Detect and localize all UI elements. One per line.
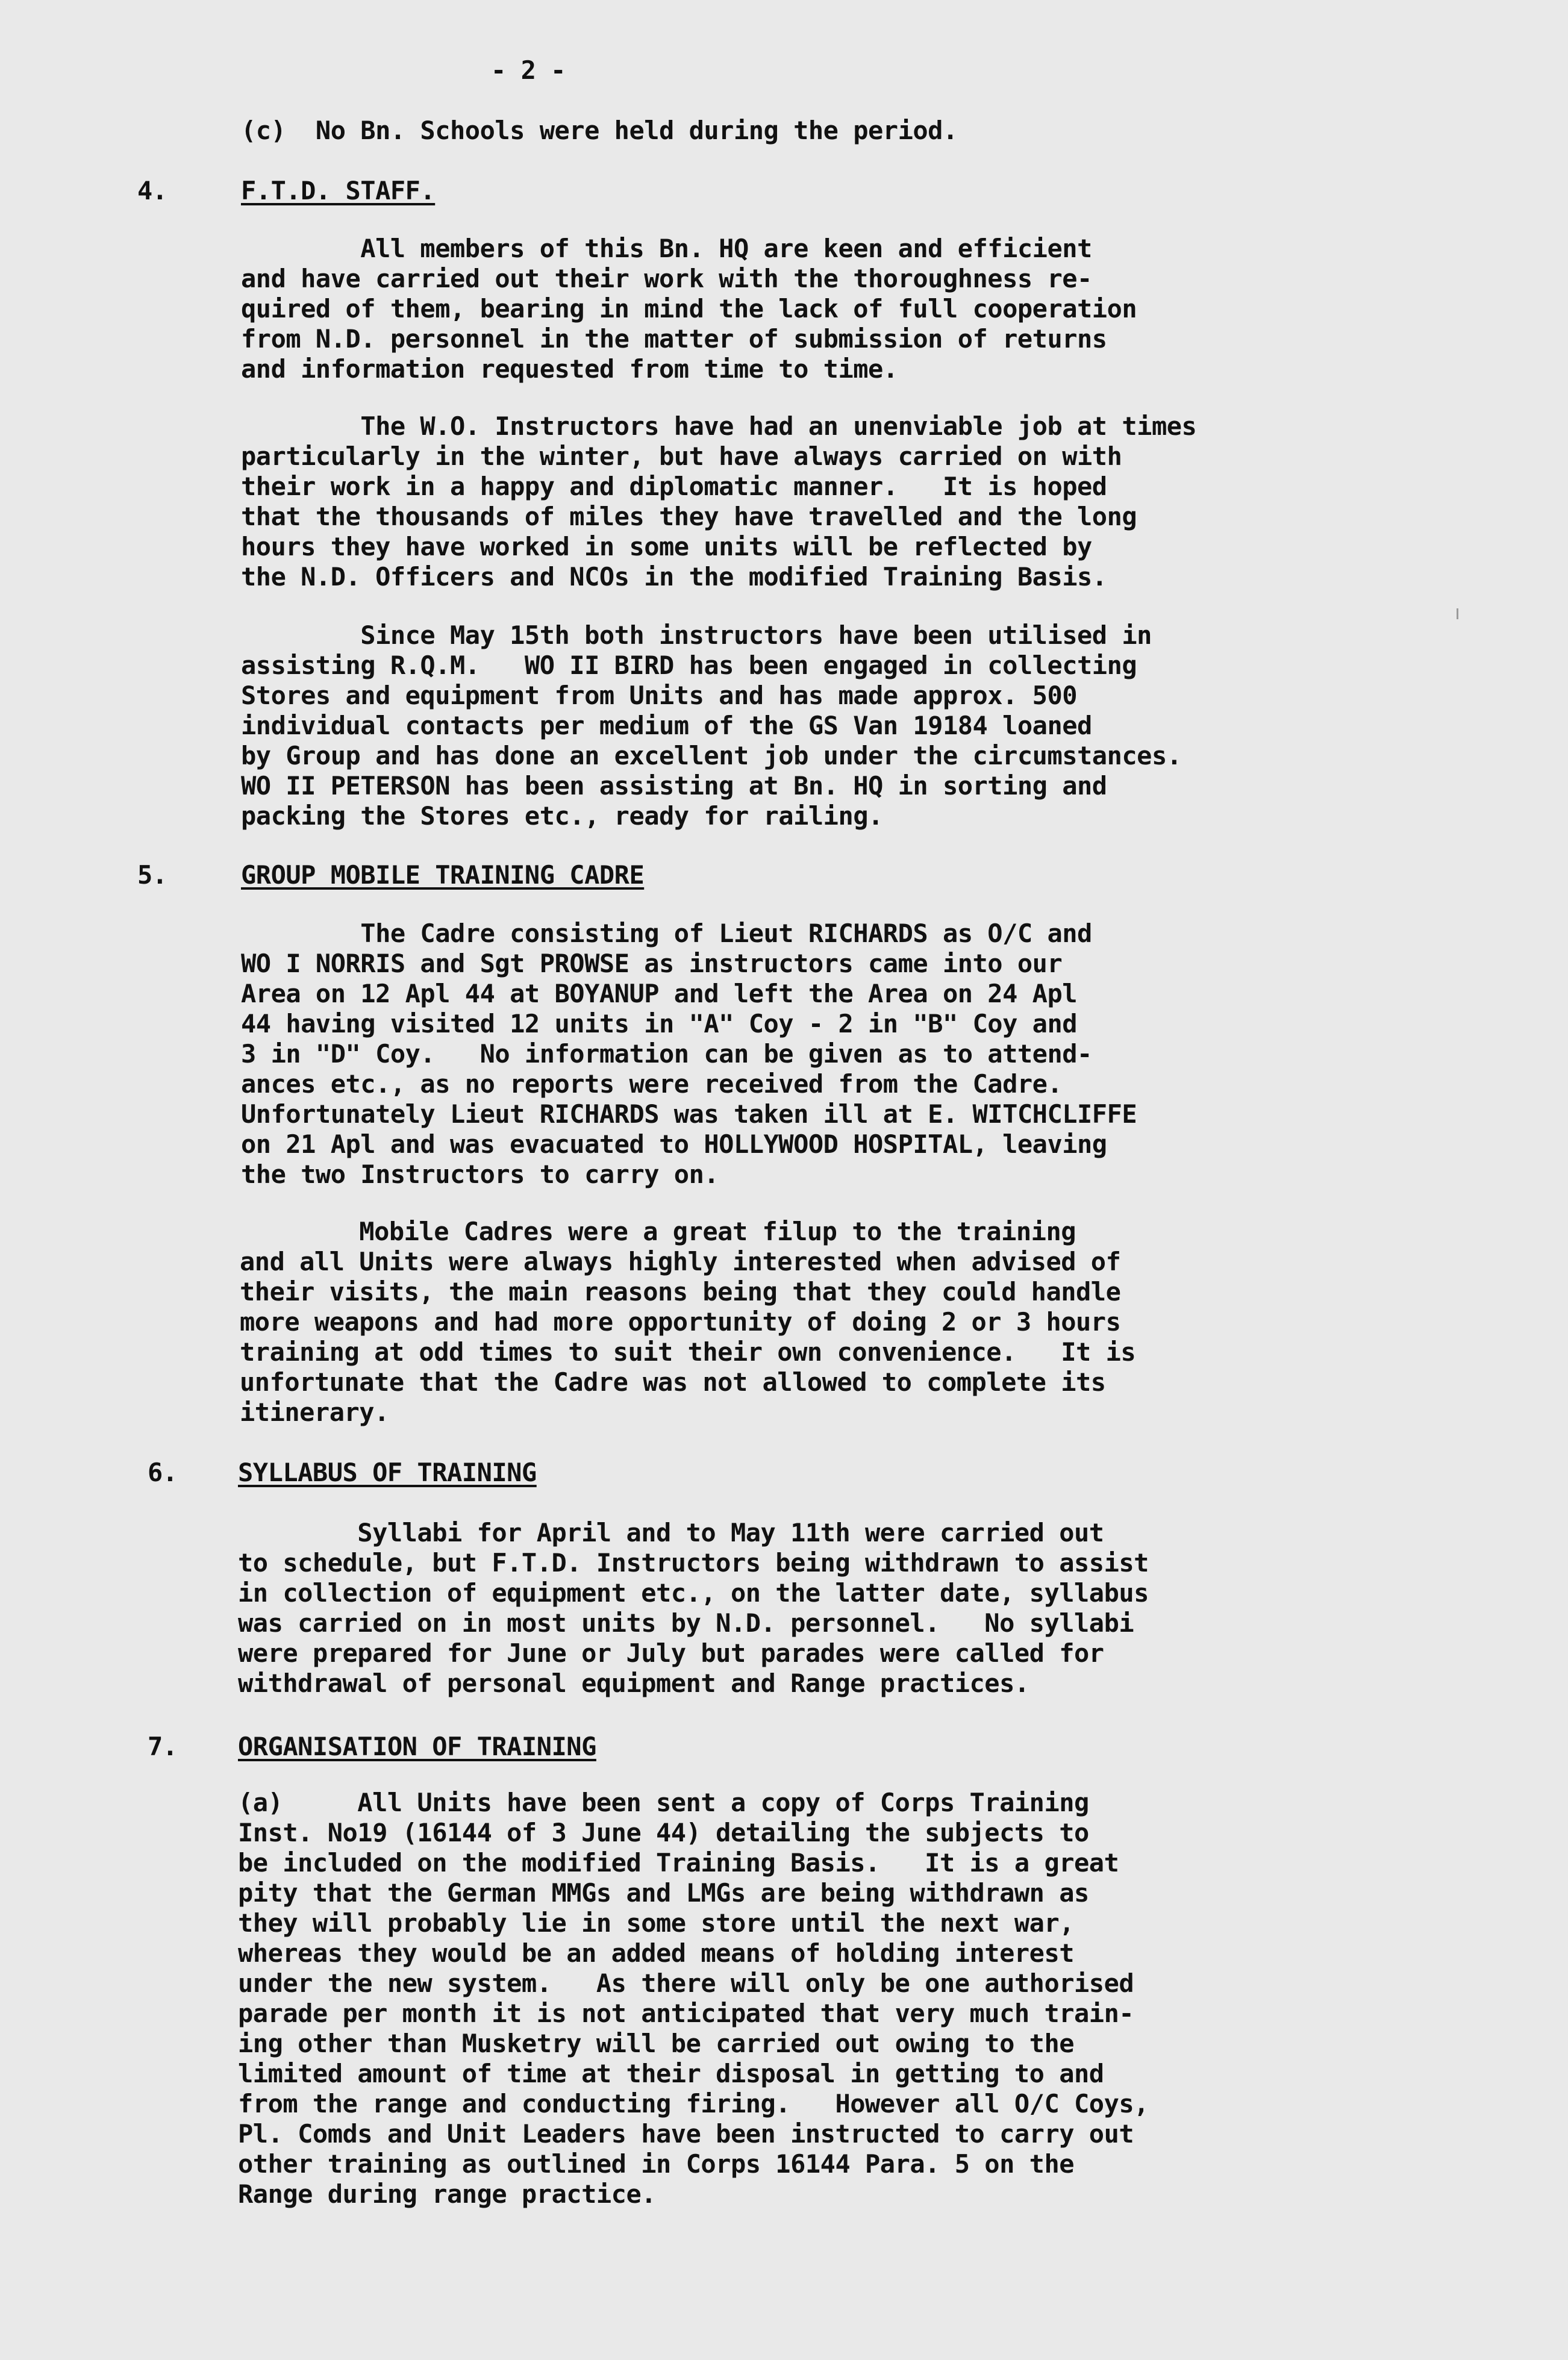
paragraph [241, 234, 1137, 384]
text-line: (a) All Units have been sent a copy of Corps Training [238, 1788, 1089, 1817]
paragraph [238, 1518, 1149, 1699]
text-line: 3 in "D" Coy. No information can be given as to attend- [241, 1039, 1092, 1069]
text-line: they will probably lie in some store until the next war, [238, 1908, 1075, 1938]
text-line: other training as outlined in Corps 16144 Para. 5 on the [238, 2149, 1075, 2179]
text-line: from the range and conducting firing. However all O/C Coys, [238, 2089, 1149, 2118]
section-heading: F.T.D. STAFF. [241, 176, 436, 205]
text-line: Syllabi for April and to May 11th were carried out [238, 1518, 1104, 1547]
text-line: quired of them, bearing in mind the lack of full cooperation [241, 294, 1137, 323]
text-line: and all Units were always highly interested when advised of [240, 1247, 1121, 1276]
text-line: parade per month it is not anticipated that very much train- [238, 1999, 1134, 2028]
paragraph [238, 1788, 1149, 2209]
text-line: were prepared for June or July but parades were called for [238, 1638, 1104, 1668]
text-line: individual contacts per medium of the GS Van 19184 loaned [241, 711, 1092, 740]
section-heading: ORGANISATION OF TRAINING [238, 1732, 596, 1761]
text-line: was carried on in most units by N.D. personnel. No syllabi [238, 1608, 1134, 1638]
text-line: from N.D. personnel in the matter of submission of returns [241, 324, 1107, 354]
text-line: in collection of equipment etc., on the latter date, syllabus [238, 1578, 1149, 1608]
text-line: WO II PETERSON has been assisting at Bn. HQ in sorting and [241, 771, 1107, 801]
paragraph [241, 919, 1137, 1190]
text-line: ances etc., as no reports were received from the Cadre. [241, 1069, 1063, 1099]
text-line: whereas they would be an added means of holding interest [238, 1938, 1075, 1968]
text-line: ing other than Musketry will be carried out owing to the [238, 2029, 1075, 2058]
text-line: training at odd times to suit their own convenience. It is [240, 1337, 1136, 1367]
text-line: their visits, the main reasons being that they could handle [240, 1277, 1121, 1306]
text-line: be included on the modified Training Basis. It is a great [238, 1848, 1119, 1878]
text-line: itinerary. [240, 1397, 389, 1427]
text-line: The W.O. Instructors have had an unenviable job at times [241, 411, 1197, 441]
text-line: assisting R.Q.M. WO II BIRD has been engaged in collecting [241, 651, 1137, 680]
text-line: particularly in the winter, but have always carried on with [241, 442, 1122, 471]
text-line: 44 having visited 12 units in "A" Coy - 2 in "B" Coy and [241, 1009, 1078, 1038]
page-number: - 2 - [491, 55, 566, 85]
text-line: unfortunate that the Cadre was not allowed to complete its [240, 1367, 1106, 1397]
text-line: and information requested from time to time. [241, 354, 898, 384]
text-line: that the thousands of miles they have travelled and the long [241, 502, 1137, 531]
section-number: 6. [148, 1458, 178, 1487]
text-line: limited amount of time at their disposal in getting to and [238, 2059, 1104, 2088]
text-line: their work in a happy and diplomatic manner. It is hoped [241, 472, 1107, 501]
section-number: 4. [137, 176, 167, 205]
text-line: packing the Stores etc., ready for railing. [241, 801, 883, 831]
text-line: under the new system. As there will only be one authorised [238, 1968, 1134, 1998]
text-line: Inst. No19 (16144 of 3 June 44) detailing the subjects to [238, 1818, 1089, 1847]
text-line: and have carried out their work with the thoroughness re- [241, 264, 1092, 293]
intro-line: (c) No Bn. Schools were held during the period. [241, 116, 958, 145]
paragraph [240, 1217, 1135, 1428]
text-line: Area on 12 Apl 44 at BOYANUP and left the Area on 24 Apl [241, 979, 1078, 1008]
text-line: by Group and has done an excellent job under the circumstances. [241, 741, 1182, 770]
text-line: Range during range practice. [238, 2179, 657, 2209]
text-line: WO I NORRIS and Sgt PROWSE as instructors came into our [241, 949, 1063, 978]
section-number: 7. [148, 1732, 178, 1761]
section-heading: GROUP MOBILE TRAINING CADRE [241, 860, 645, 890]
text-line: Since May 15th both instructors have been utilised in [241, 620, 1152, 650]
section-number: 5. [137, 860, 167, 890]
paragraph [241, 411, 1196, 592]
text-line: withdrawal of personal equipment and Range practices. [238, 1669, 1029, 1698]
text-line: to schedule, but F.T.D. Instructors being withdrawn to assist [238, 1548, 1149, 1578]
section-heading: SYLLABUS OF TRAINING [238, 1458, 537, 1487]
margin-mark [1457, 608, 1458, 619]
text-line: Mobile Cadres were a great filup to the training [240, 1217, 1076, 1246]
text-line: the two Instructors to carry on. [241, 1160, 719, 1189]
text-line: The Cadre consisting of Lieut RICHARDS as O/C and [241, 919, 1092, 948]
text-line: hours they have worked in some units will be reflected by [241, 532, 1092, 561]
text-line: Pl. Comds and Unit Leaders have been instructed to carry out [238, 2119, 1134, 2149]
text-line: on 21 Apl and was evacuated to HOLLYWOOD HOSPITAL, leaving [241, 1129, 1107, 1159]
text-line: pity that the German MMGs and LMGs are being withdrawn as [238, 1878, 1089, 1908]
text-line: the N.D. Officers and NCOs in the modified Training Basis. [241, 562, 1107, 592]
text-line: Stores and equipment from Units and has made approx. 500 [241, 681, 1078, 710]
text-line: All members of this Bn. HQ are keen and efficient [241, 234, 1092, 263]
text-line: Unfortunately Lieut RICHARDS was taken ill at E. WITCHCLIFFE [241, 1099, 1137, 1129]
paragraph [241, 620, 1182, 831]
text-line: more weapons and had more opportunity of doing 2 or 3 hours [240, 1307, 1121, 1337]
